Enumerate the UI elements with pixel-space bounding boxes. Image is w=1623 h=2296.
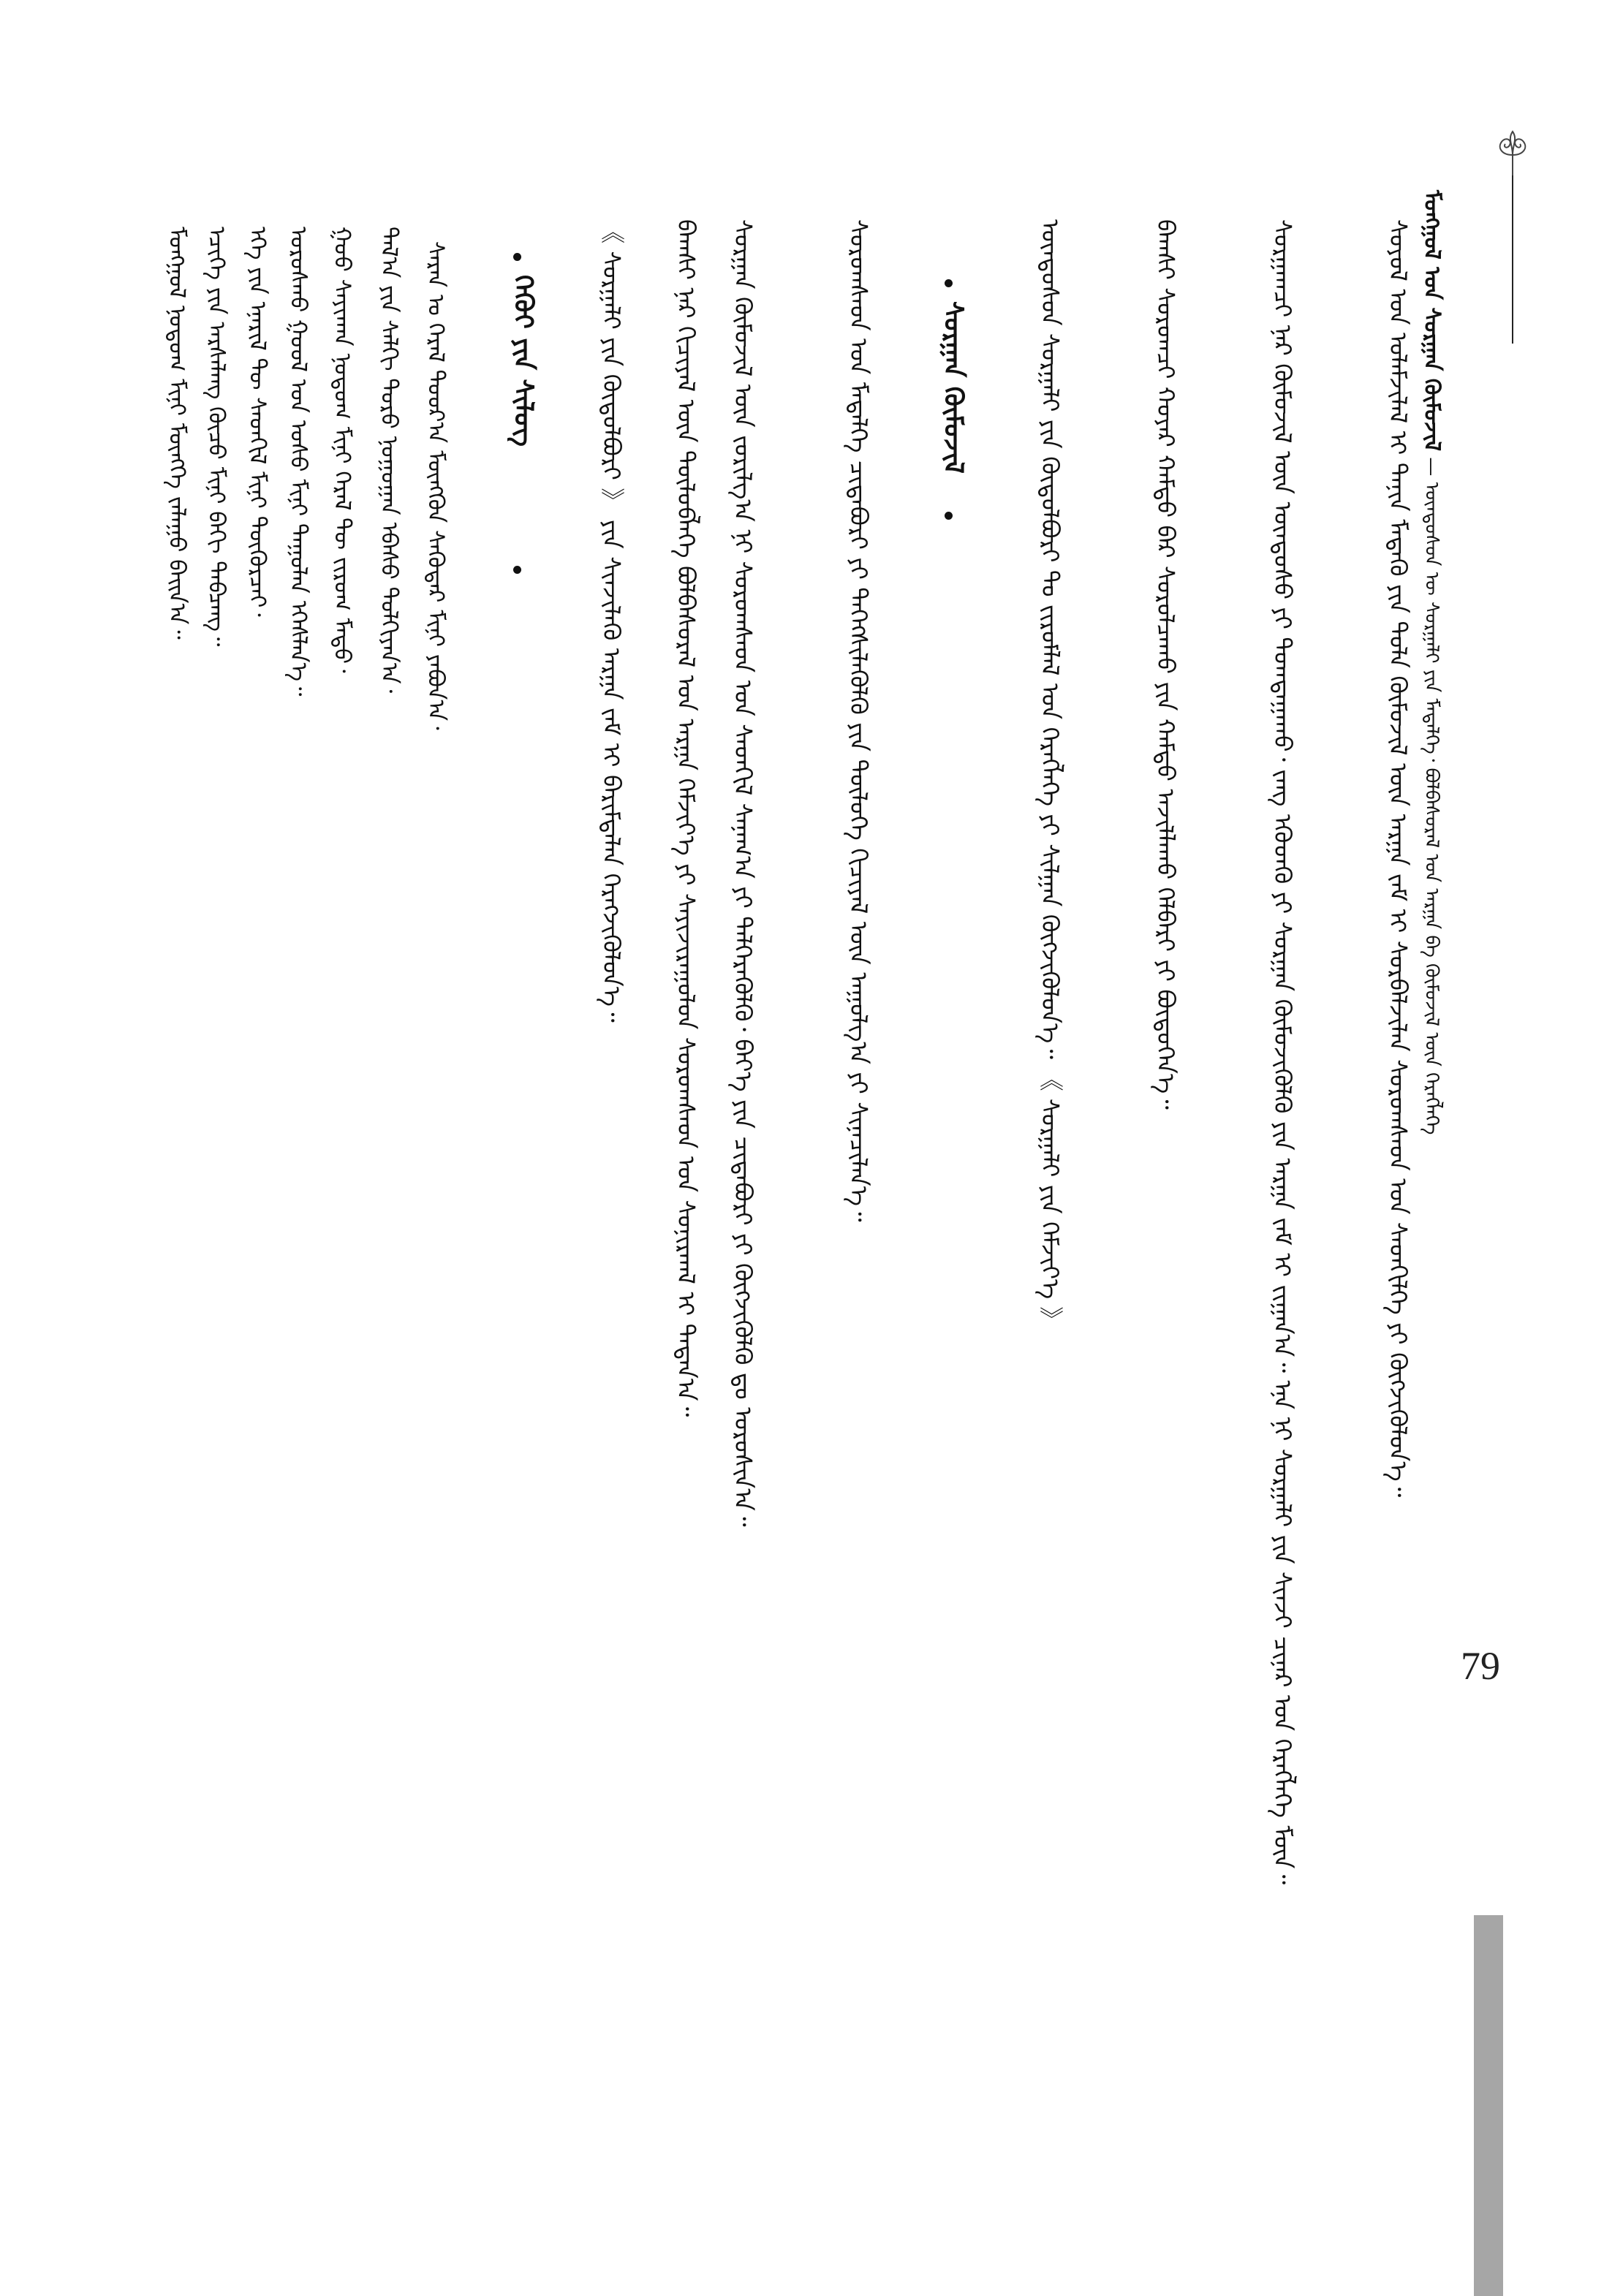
- section-2-bullet: [513, 253, 521, 261]
- running-header-text: ᠦᠨᠳᠦᠰᠦᠨ ᠦ ᠰᠤᠷᠭᠠᠯᠢ ᠶᠢᠨ ᠮᠡᠳᠡᠯᠭᠡ᠂ ᠪᠣᠯᠪᠠᠰᠤᠷᠠᠯ ᠤᠨ ᠠᠷᠭᠠ ᠪᠠ ᠬᠦᠮᠦᠵᠢᠯ ᠦᠨ ᠬᠡᠷᠡᠭᠯᠡᠭᠡ: [1420, 482, 1442, 1135]
- paragraph-1-line-1: ᠰᠣᠶᠣᠯ ᠤᠨ ᠤᠯᠠᠮᠵᠢᠯᠠᠯ ᠢ ᠲᠠᠨᠢᠨ ᠮᠡᠳᠡᠬᠦ ᠶᠢᠨ ᠲᠤᠯᠠ ᠬᠦᠮᠦᠵᠢᠯ ᠦᠨ ᠠᠷᠭᠠ ᠵᠠᠮ ᠢ ᠰᠤᠷᠪᠠᠯᠵᠢᠯᠠᠨ ᠰᠤᠷᠤᠭᠰᠠᠳ ᠤᠨ ᠰᠡᠳᠬᠢᠯᠭᠡ ᠶᠢ ᠬᠥᠭᠵᠢᠭᠦᠯᠦᠨ᠎ᠡ᠃: [1384, 219, 1412, 1498]
- section-2-heading: ᠬᠡᠭᠦᠢ ᠶᠢᠨ ᠰᠢᠯᠦᠭ: [508, 275, 538, 447]
- poem-line-5: ᠡᠬᠡ ᠶᠢᠨ ᠡᠨᠡᠷᠢᠯ ᠲᠦ ᠰᠡᠳᠬᠢᠯ ᠮᠢᠨᠢ ᠳᠦᠭᠦᠷᠴᠡᠢ᠂: [244, 227, 270, 617]
- section-1-bullet: [945, 279, 953, 287]
- section-1-heading: ᠰᠤᠷᠭᠠᠨ ᠬᠦᠮᠦᠵᠢᠯ: [938, 301, 968, 474]
- poem-line-2: ᠲᠠᠯ᠎ᠠ ᠶᠢᠨ ᠰᠠᠯᠬᠢ ᠳᠣᠷᠣ ᠨᠣᠭᠣᠭᠠᠨ ᠡᠪᠡᠰᠦ ᠳᠣᠯᠭᠢᠶᠠᠨ᠎ᠠ᠂: [376, 227, 402, 694]
- poem-line-1: ᠰᠠᠷᠠᠨ ᠤ ᠭᠡᠷᠡᠯ ᠳᠣᠣᠷ᠎ᠠ ᠮᠥᠩᠭᠦᠨ ᠰᠡᠭᠦᠳᠡᠷ ᠮᠢᠨᠢ ᠶᠠᠪᠤᠨ᠎ᠠ᠂: [423, 241, 449, 730]
- section-1-bullet-end: [945, 512, 953, 520]
- paragraph-2-line-1: ᠰᠤᠷᠤᠭᠰᠠᠳ ᠤᠨ ᠮᠡᠳᠡᠯᠭᠡ ᠴᠢᠳᠠᠪᠤᠷᠢ ᠶᠢ ᠳᠡᠭᠡᠭᠰᠢᠯᠡᠭᠦᠯᠬᠦ ᠶᠢᠨ ᠲᠥᠯᠦᠭᠡ ᠬᠢᠴᠢᠶᠡᠯ ᠦᠨ ᠠᠭᠤᠯᠭ᠎ᠠ ᠶᠢ ᠰᠢᠨᠡᠴᠢᠯᠡᠨ᠎ᠡ᠃: [844, 219, 873, 1222]
- page-edge-bar: [1474, 1915, 1503, 2296]
- paragraph-1-line-3: ᠪᠠᠭᠰᠢ ᠰᠤᠷᠤᠭᠴᠢ ᠬᠣᠶᠠᠷ ᠬᠠᠮᠲᠤ ᠪᠡᠷ ᠰᠤᠷᠤᠯᠴᠠᠬᠤ ᠶᠢᠨ ᠬᠠᠮᠲᠤ ᠠᠵᠢᠯᠯᠠᠬᠤ ᠬᠡᠯᠪᠡᠷᠢ ᠶᠢ ᠪᠦᠲᠦᠭᠡᠨ᠎ᠡ᠃: [1151, 219, 1180, 1110]
- paragraph-2-line-2: ᠰᠤᠷᠭᠠᠨ ᠬᠦᠮᠦᠵᠢᠯ ᠦᠨ ᠵᠣᠷᠢᠯᠭ᠎ᠠ ᠨᠢ ᠰᠤᠷᠤᠭᠰᠠᠳ ᠤᠨ ᠰᠡᠳᠬᠢᠯ ᠰᠠᠨᠠᠭ᠎ᠠ ᠶᠢ ᠲᠡᠯᠭᠡᠷᠡᠭᠦᠯᠬᠦ᠂ ᠪᠡᠶ᠎ᠡ ᠶᠢᠨ ᠴᠢᠳᠠᠪᠤᠷᠢ ᠶᠢ ᠬᠥᠭᠵᠢᠭᠦᠯᠬᠦ ᠳᠤ ᠣᠷᠣᠰᠢᠨ᠎ᠠ᠃: [729, 219, 757, 1527]
- flourish-ornament-icon: [1487, 126, 1538, 177]
- poem-line-4: ᠤᠷᠤᠰᠬᠤ ᠭᠣᠣᠯ ᠤᠨ ᠤᠰᠤ ᠮᠢᠨᠢ ᠳᠠᠭᠤᠯᠠᠨ ᠡᠭᠡᠰᠯᠡᠨ᠎ᠡ᠃: [285, 227, 311, 697]
- paragraph-1-line-4: ᠦᠨᠳᠦᠰᠦᠨ ᠰᠤᠷᠭᠠᠯᠢ ᠶᠢᠨ ᠬᠥᠲᠦᠯᠪᠦᠷᠢ ᠲᠤ ᠵᠢᠷᠤᠮᠯᠠᠯ ᠤᠨ ᠬᠡᠷᠡᠭᠯᠡᠭᠡ ᠶᠢ ᠰᠢᠯᠭᠠᠨ ᠬᠥᠭᠵᠢᠭᠦᠯᠦᠨ᠎ᠡ᠃ 《 ᠰᠤᠷᠭᠠᠯᠢ ᠶᠢᠨ ᠬᠡᠮᠵᠢᠶ᠎ᠡ 》: [1036, 219, 1064, 1331]
- section-2-bullet-end: [513, 566, 521, 574]
- poem-line-7: ᠮᠣᠩᠭᠣᠯ ᠨᠤᠲᠤᠭ ᠮᠢᠨᠢ ᠮᠥᠩᠬᠡ ᠵᠠᠯᠠᠭᠤ ᠪᠠᠢᠨ᠎ᠠ᠃: [164, 227, 190, 640]
- running-header: ᠮᠣᠩᠭᠣᠯ ᠤᠨ ᠰᠤᠷᠭᠠᠨ ᠬᠦᠮᠦᠵᠢᠯ — ᠦᠨᠳᠦᠰᠦᠨ ᠦ ᠰᠤᠷᠭᠠᠯᠢ ᠶᠢᠨ ᠮᠡᠳᠡᠯᠭᠡ᠂ ᠪᠣᠯᠪᠠᠰᠤᠷᠠᠯ ᠤᠨ ᠠᠷᠭᠠ ᠪᠠ ᠬᠦᠮᠦᠵᠢᠯ ᠦᠨ ᠬᠡᠷᠡᠭᠯᠡᠭᠡ: [1419, 190, 1445, 1135]
- paragraph-1-line-2: ᠰᠤᠷᠭᠠᠭᠴᠢ ᠨᠠᠷ ᠬᠦᠮᠦᠵᠢᠯ ᠦᠨ ᠦᠨᠳᠦᠰᠦ ᠶᠢ ᠲᠣᠭᠲᠠᠭᠠᠬᠤ᠂ ᠵᠠᠩ ᠡᠭᠦᠳᠬᠦ ᠶᠢ ᠰᠤᠷᠭᠠᠨ ᠬᠦᠮᠦᠵᠢᠭᠦᠯᠬᠦ ᠶᠢᠨ ᠠᠷᠭᠠ ᠵᠠᠮ ᠢ ᠵᠢᠭᠠᠨ᠎ᠠ᠃ ᠡᠨᠡ ᠨᠢ ᠰᠤᠷᠭᠠᠯᠢ ᠶᠢᠨ ᠰᠢᠨᠵᠢ ᠴᠢᠨᠠᠷ ᠤᠨ ᠬᠡᠷᠡᠭᠯᠡᠭᠡ ᠮᠥᠨ᠃: [1268, 219, 1297, 1885]
- running-header-series: ᠮᠣᠩᠭᠣᠯ ᠤᠨ ᠰᠤᠷᠭᠠᠨ ᠬᠦᠮᠦᠵᠢᠯ: [1419, 190, 1445, 452]
- poem-line-3: ᠭᠣᠣ ᠰᠠᠶᠢᠬᠠᠨ ᠨᠤᠲᠤᠭ ᠮᠢᠨᠢ ᠭᠡᠷᠡᠯ ᠲᠦ ᠵᠢᠷᠤᠭ ᠮᠡᠲᠦ᠂: [329, 227, 355, 673]
- paragraph-2-line-3: ᠪᠠᠭᠰᠢ ᠨᠠᠷ ᠬᠢᠴᠢᠶᠡᠯ ᠦᠨ ᠲᠥᠯᠦᠪᠯᠡᠭᠡ ᠪᠣᠯᠪᠠᠰᠤᠷᠠᠯ ᠤᠨ ᠠᠷᠭᠠ ᠬᠡᠮᠵᠢᠶ᠎ᠡ ᠶᠢ ᠰᠠᠶᠢᠵᠢᠷᠠᠭᠤᠯᠤᠨ ᠰᠤᠷᠤᠭᠰᠠᠳ ᠤᠨ ᠰᠤᠨᠢᠷᠬᠠᠯ ᠢ ᠲᠠᠲᠠᠨ᠎ᠠ᠃: [672, 219, 700, 1417]
- page-number: 79: [1461, 1644, 1500, 1688]
- poem-line-6: ᠡᠴᠢᠭᠡ ᠶᠢᠨ ᠠᠷᠰᠠᠯᠠᠩ ᠬᠦᠴᠦ ᠮᠢᠨᠢ ᠪᠡᠬᠢ ᠲᠠᠪᠴᠠᠩ᠃: [203, 227, 230, 647]
- header-rule: [1512, 175, 1513, 344]
- paragraph-2-line-4: 《 ᠰᠤᠷᠭᠠᠯᠢ ᠶᠢᠨ ᠬᠥᠲᠦᠯᠪᠦᠷᠢ 》 ᠶᠢᠨ ᠰᠢᠨᠵᠢᠯᠡᠬᠦ ᠠᠷᠭᠠ ᠵᠠᠮ ᠢ ᠪᠠᠷᠢᠮᠲᠠᠯᠠᠨ ᠬᠡᠷᠡᠭᠵᠢᠭᠦᠯᠦᠨ᠎ᠡ᠃: [597, 219, 626, 1023]
